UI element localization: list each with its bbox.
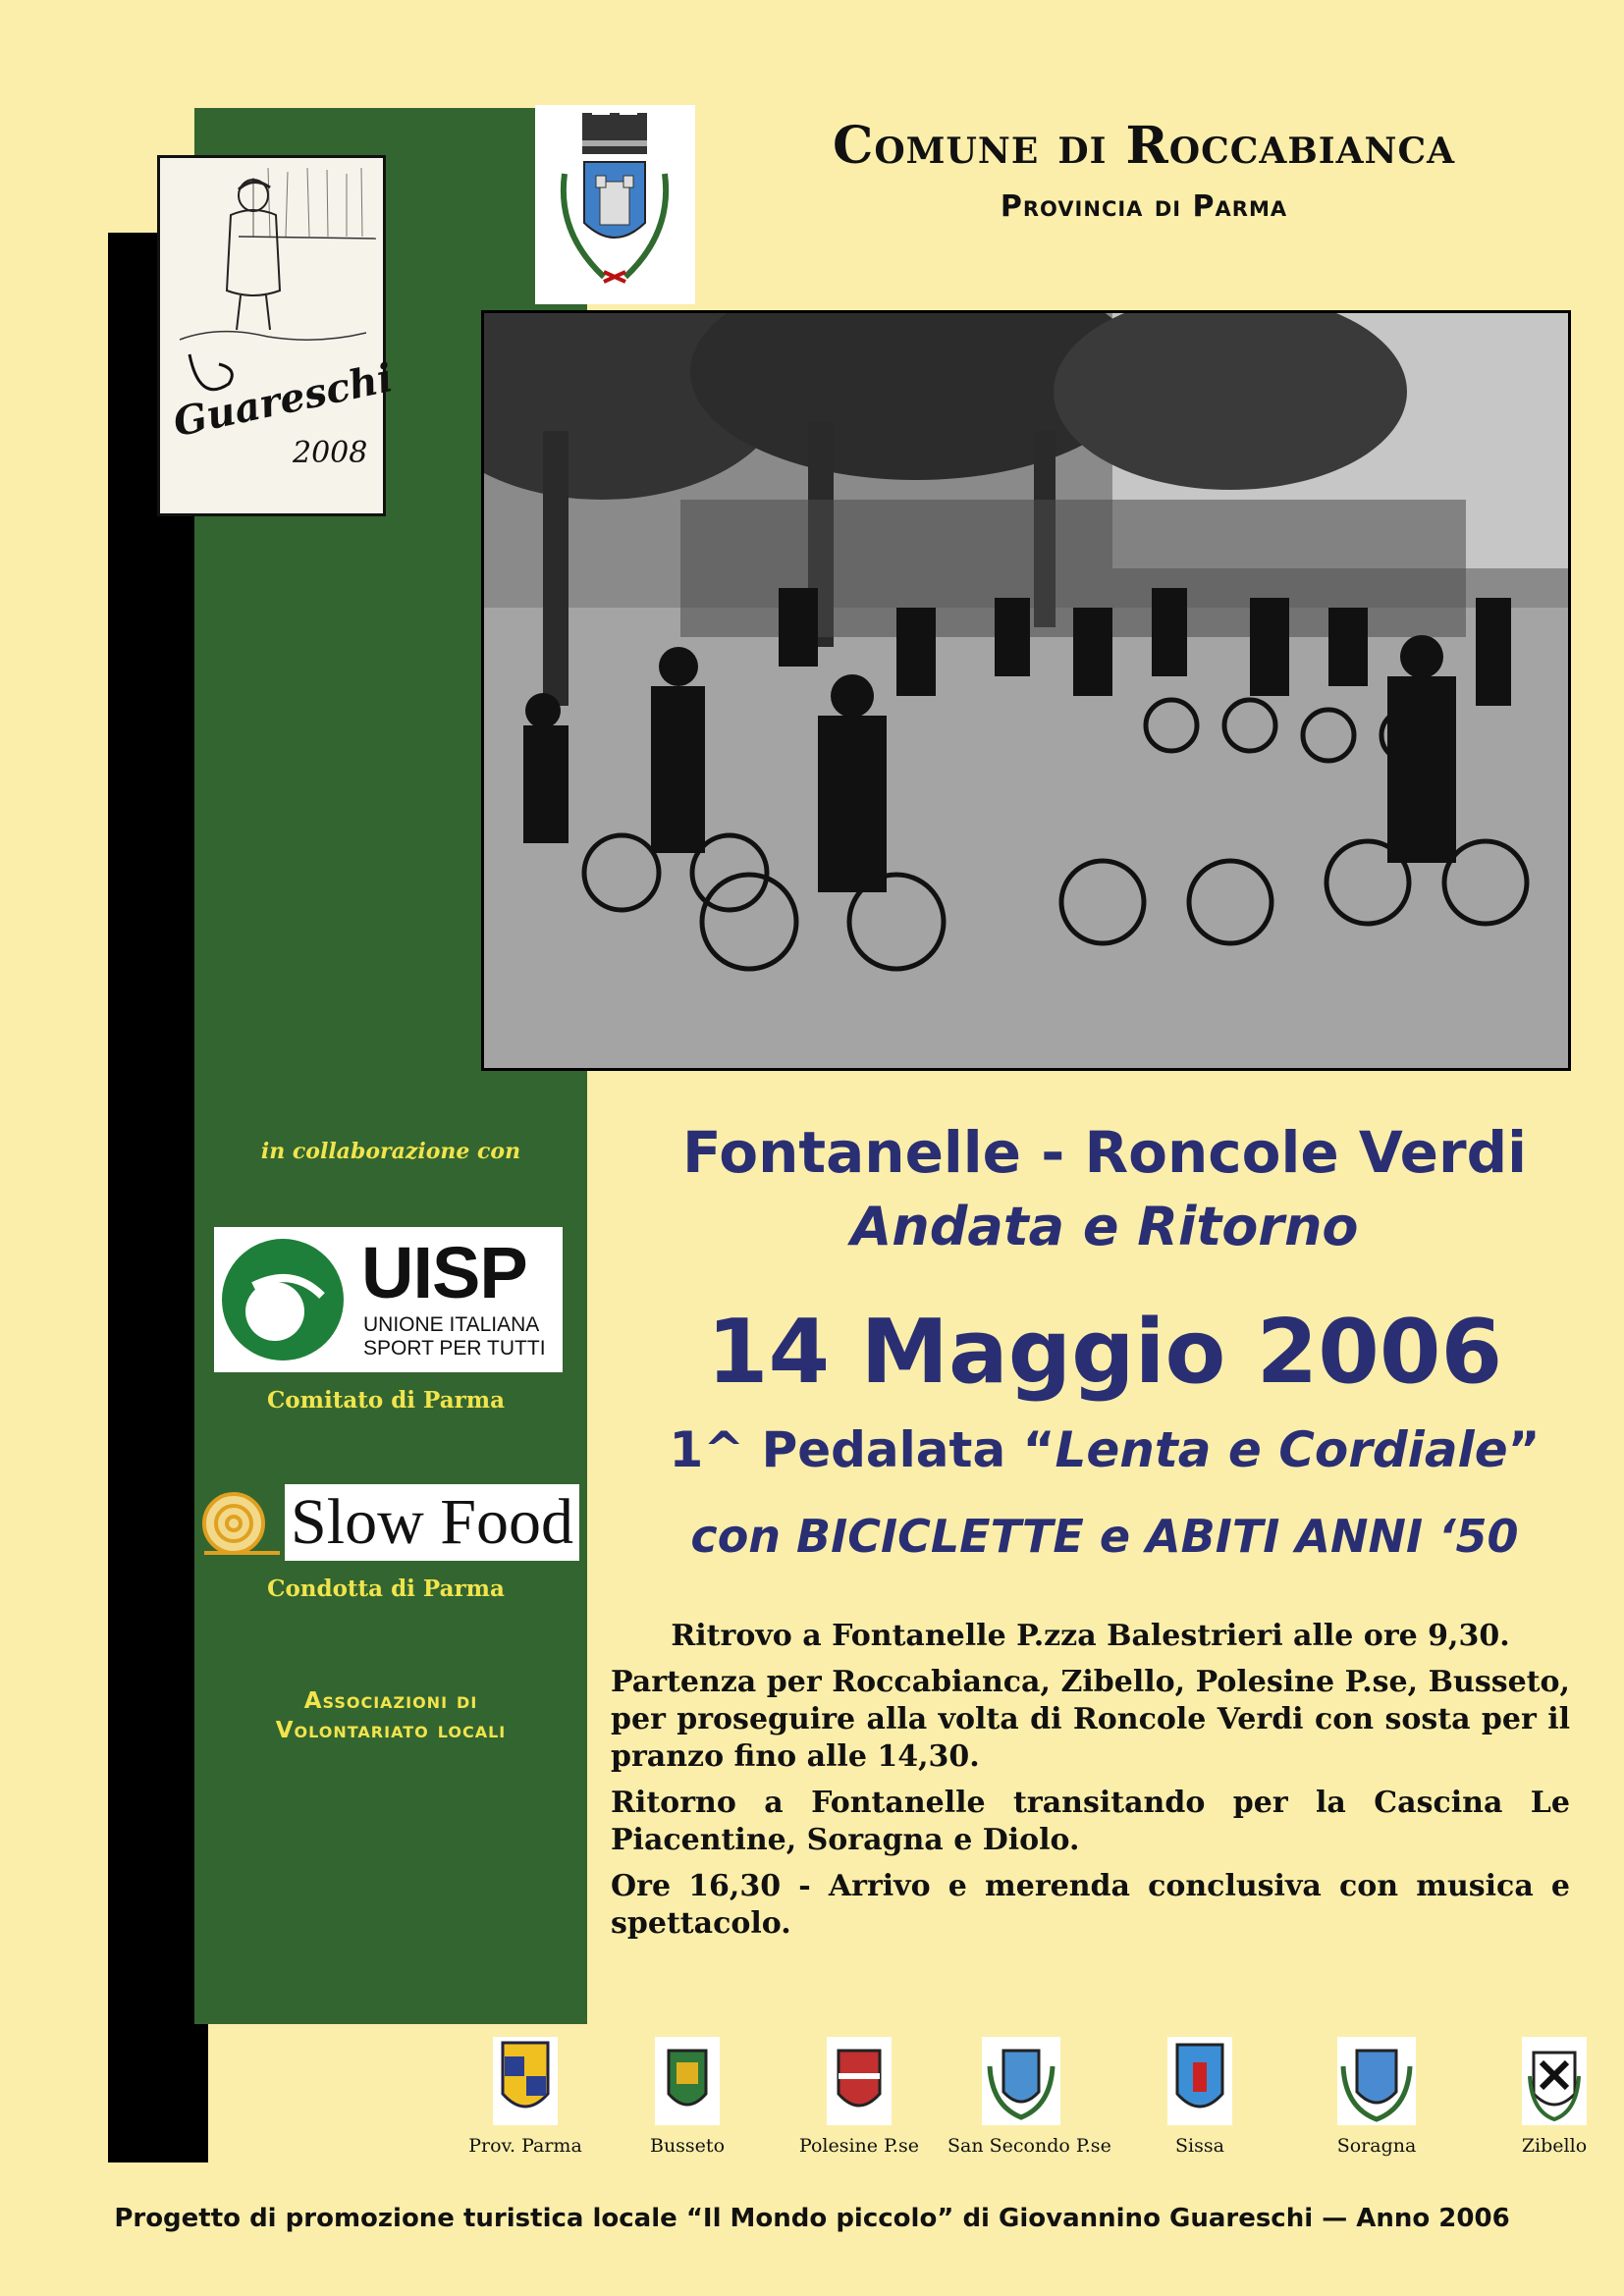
zibello-crest-icon: [1522, 2037, 1587, 2125]
uisp-line2: SPORT PER TUTTI: [363, 1337, 546, 1360]
municipality-busseto: [614, 2037, 761, 2157]
pedalata-title: [599, 1421, 1610, 1478]
municipality-sissa: [1126, 2037, 1273, 2157]
roccabianca-crest-icon: [535, 105, 695, 304]
event-details: [611, 1618, 1570, 1951]
associations-label: [204, 1686, 577, 1745]
municipality-prov-parma: [452, 2037, 599, 2157]
route-title: Fontanelle - Roncole Verdi: [682, 1119, 1527, 1186]
municipality-zibello: [1481, 2037, 1624, 2157]
municipality-label: San Secondo P.se: [947, 2135, 1111, 2157]
municipality-label: Soragna: [1336, 2135, 1417, 2157]
pedalata-suffix: ”: [1507, 1421, 1541, 1478]
snail-icon: [196, 1484, 285, 1561]
detail-meeting: Ritrovo a Fontanelle P.zza Balestrieri alle ore 9,30.: [671, 1619, 1510, 1653]
municipality-label: Zibello: [1521, 2135, 1588, 2157]
black-band: [108, 233, 208, 2163]
busseto-crest-icon: [655, 2037, 720, 2125]
soragna-crest-icon: [1337, 2037, 1416, 2125]
collab-label: in collaborazione con: [260, 1139, 521, 1164]
municipality-label: Busseto: [649, 2135, 726, 2157]
bici-subtitle: con BICICLETTE e ABITI ANNI ‘50: [690, 1510, 1519, 1563]
slow-food-logo: [196, 1484, 579, 1561]
municipality-label: Polesine P.se: [798, 2135, 920, 2157]
event-date: 14 Maggio 2006: [706, 1301, 1503, 1404]
associations-line-1: Associazioni di: [303, 1688, 478, 1714]
uisp-logo-text: UISP: [361, 1232, 527, 1313]
san-secondo-crest-icon: [982, 2037, 1060, 2125]
route-subtitle: Andata e Ritorno: [850, 1196, 1359, 1257]
prov-parma-crest-icon: [493, 2037, 558, 2125]
roccabianca-crest: [535, 105, 695, 304]
slow-food-logo-text: Slow Food: [285, 1484, 579, 1561]
sketch-year: 2008: [293, 436, 368, 470]
municipality-soragna: [1303, 2037, 1450, 2157]
footer-text: Progetto di promozione turistica locale “Il Mondo piccolo” di Giovannino Guareschi — Anno 2006: [114, 2204, 1510, 2233]
detail-arrival: Ore 16,30 - Arrivo e merenda conclusiva con musica e spettacolo.: [611, 1869, 1570, 1941]
page-subtitle: Provincia di Parma: [1000, 189, 1288, 224]
municipality-label: Prov. Parma: [468, 2135, 582, 2157]
associations-line-2: Volontariato locali: [275, 1718, 507, 1743]
detail-departure: Partenza per Roccabianca, Zibello, Polesine P.se, Busseto, per proseguire alla volta di Roncole Verdi con sosta per il pranzo fino alle 14,30.: [611, 1665, 1570, 1774]
photo-illustration: [484, 313, 1568, 1068]
municipality-san-secondo: [947, 2037, 1111, 2157]
polesine-crest-icon: [827, 2037, 892, 2125]
guareschi-sketch: [157, 155, 398, 516]
uisp-line1: UNIONE ITALIANA: [363, 1313, 540, 1336]
sketch-signature: Guareschi: [169, 354, 398, 447]
pedalata-prefix: 1^ Pedalata “: [669, 1421, 1056, 1478]
sissa-crest-icon: [1167, 2037, 1232, 2125]
slow-food-caption: Condotta di Parma: [267, 1575, 505, 1602]
municipality-label: Sissa: [1175, 2135, 1224, 2157]
historic-cyclists-photo: [481, 310, 1571, 1071]
page-title: Comune di Roccabianca: [832, 116, 1456, 176]
municipality-polesine: [785, 2037, 933, 2157]
uisp-logo: [214, 1227, 563, 1372]
uisp-caption: Comitato di Parma: [267, 1387, 505, 1414]
detail-return: Ritorno a Fontanelle transitando per la Cascina Le Piacentine, Soragna e Diolo.: [611, 1786, 1570, 1857]
pedalata-name: Lenta e Cordiale: [1055, 1421, 1508, 1478]
